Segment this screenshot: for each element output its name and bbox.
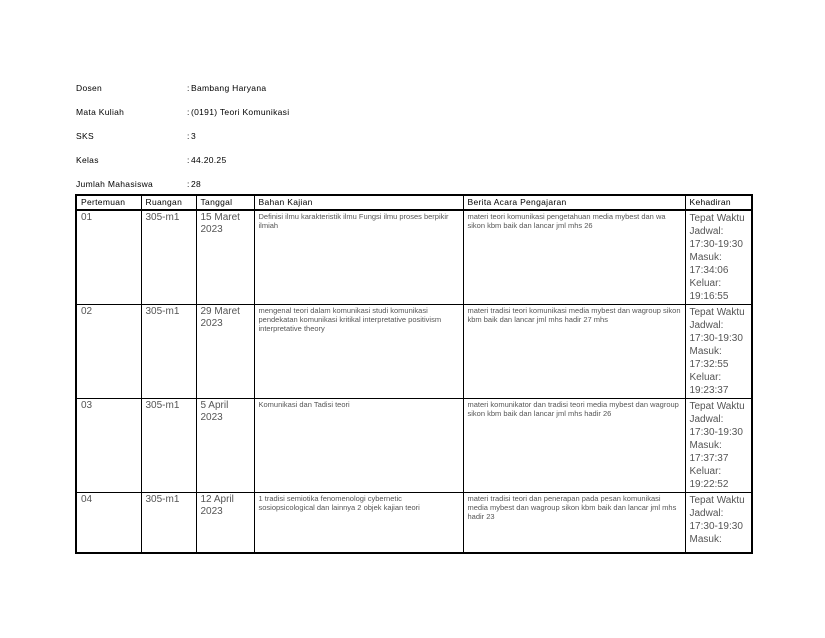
cell-pertemuan: 01	[76, 210, 141, 305]
info-label: Jumlah Mahasiswa	[76, 179, 154, 189]
cell-kehadiran	[685, 210, 752, 305]
header-kehadiran: Kehadiran	[685, 195, 752, 210]
course-info	[76, 76, 476, 196]
cell-tanggal: 12 April 2023	[196, 493, 254, 554]
header-ruangan: Ruangan	[141, 195, 196, 210]
cell-berita-acara: materi komunikator dan tradisi teori media mybest dan wagroup sikon kbm baik dan lancar jml mhs hadir 26	[463, 399, 685, 493]
info-label: Mata Kuliah	[76, 107, 125, 117]
kehadiran-masuk: Masuk: 17:34:06	[689, 252, 729, 276]
info-value: Bambang Haryana	[191, 83, 267, 93]
cell-ruangan: 305-m1	[141, 399, 196, 493]
info-label: SKS	[76, 131, 94, 141]
cell-berita-acara: materi tradisi teori komunikasi media mybest dan wagroup sikon kbm baik dan lancar jml mhs hadir 27 mhs	[463, 305, 685, 399]
kehadiran-jadwal: Jadwal: 17:30-19:30	[689, 508, 743, 532]
info-value: 3	[191, 131, 197, 141]
header-berita-acara: Berita Acara Pengajaran	[463, 195, 685, 210]
cell-bahan-kajian: 1 tradisi semiotika fenomenologi cybernetic sosiopsicological dan lainnya 2 objek kajian teori	[254, 493, 463, 554]
kehadiran-status: Tepat Waktu	[689, 401, 745, 412]
header-pertemuan: Pertemuan	[76, 195, 141, 210]
info-value: (0191) Teori Komunikasi	[191, 107, 290, 117]
cell-bahan-kajian: Definisi ilmu karakteristik ilmu Fungsi ilmu proses berpikir ilmiah	[254, 210, 463, 305]
cell-ruangan: 305-m1	[141, 305, 196, 399]
kehadiran-jadwal: Jadwal: 17:30-19:30	[689, 226, 743, 250]
info-row-dosen: Dosen : Bambang Haryana	[76, 83, 267, 93]
cell-tanggal: 5 April 2023	[196, 399, 254, 493]
info-row-jumlah-mahasiswa: Jumlah Mahasiswa : 28	[76, 179, 202, 189]
cell-pertemuan: 03	[76, 399, 141, 493]
kehadiran-status: Tepat Waktu	[689, 213, 745, 224]
kehadiran-keluar: Keluar: 19:23:37	[689, 372, 729, 396]
cell-ruangan: 305-m1	[141, 210, 196, 305]
attendance-table	[75, 194, 753, 554]
cell-kehadiran	[685, 399, 752, 493]
kehadiran-jadwal: Jadwal: 17:30-19:30	[689, 414, 743, 438]
table-row	[76, 493, 752, 554]
cell-berita-acara: materi tradisi teori dan penerapan pada pesan komunikasi media mybest dan wagroup sikon kbm baik dan lancar jml mhs hadir 23	[463, 493, 685, 554]
cell-bahan-kajian: Komunikasi dan Tadisi teori	[254, 399, 463, 493]
info-label: Dosen	[76, 83, 103, 93]
info-row-mata-kuliah: Mata Kuliah : (0191) Teori Komunikasi	[76, 107, 290, 117]
cell-bahan-kajian: mengenal teori dalam komunikasi studi komunikasi pendekatan komunikasi kritikal interpretative positivism interpretative theory	[254, 305, 463, 399]
header-tanggal: Tanggal	[196, 195, 254, 210]
header-bahan-kajian: Bahan Kajian	[254, 195, 463, 210]
cell-kehadiran	[685, 305, 752, 399]
kehadiran-status: Tepat Waktu	[689, 307, 745, 318]
info-row-sks: SKS : 3	[76, 131, 197, 141]
cell-berita-acara: materi teori komunikasi pengetahuan media mybest dan wa sikon kbm baik dan lancar jml mhs 26	[463, 210, 685, 305]
table-header-row	[76, 195, 752, 210]
info-value: 44.20.25	[191, 155, 227, 165]
cell-ruangan: 305-m1	[141, 493, 196, 554]
cell-pertemuan: 02	[76, 305, 141, 399]
cell-kehadiran	[685, 493, 752, 554]
info-label: Kelas	[76, 155, 99, 165]
kehadiran-masuk: Masuk: 17:37:37	[689, 440, 729, 464]
kehadiran-masuk: Masuk:	[689, 534, 722, 545]
table-row	[76, 305, 752, 399]
info-value: 28	[191, 179, 202, 189]
table-row	[76, 210, 752, 305]
table-row	[76, 399, 752, 493]
cell-tanggal: 15 Maret 2023	[196, 210, 254, 305]
info-row-kelas: Kelas : 44.20.25	[76, 155, 227, 165]
kehadiran-status: Tepat Waktu	[689, 495, 745, 506]
cell-pertemuan: 04	[76, 493, 141, 554]
kehadiran-keluar: Keluar: 19:16:55	[689, 278, 729, 302]
kehadiran-masuk: Masuk: 17:32:55	[689, 346, 729, 370]
cell-tanggal: 29 Maret 2023	[196, 305, 254, 399]
kehadiran-keluar: Keluar: 19:22:52	[689, 466, 729, 490]
kehadiran-jadwal: Jadwal: 17:30-19:30	[689, 320, 743, 344]
